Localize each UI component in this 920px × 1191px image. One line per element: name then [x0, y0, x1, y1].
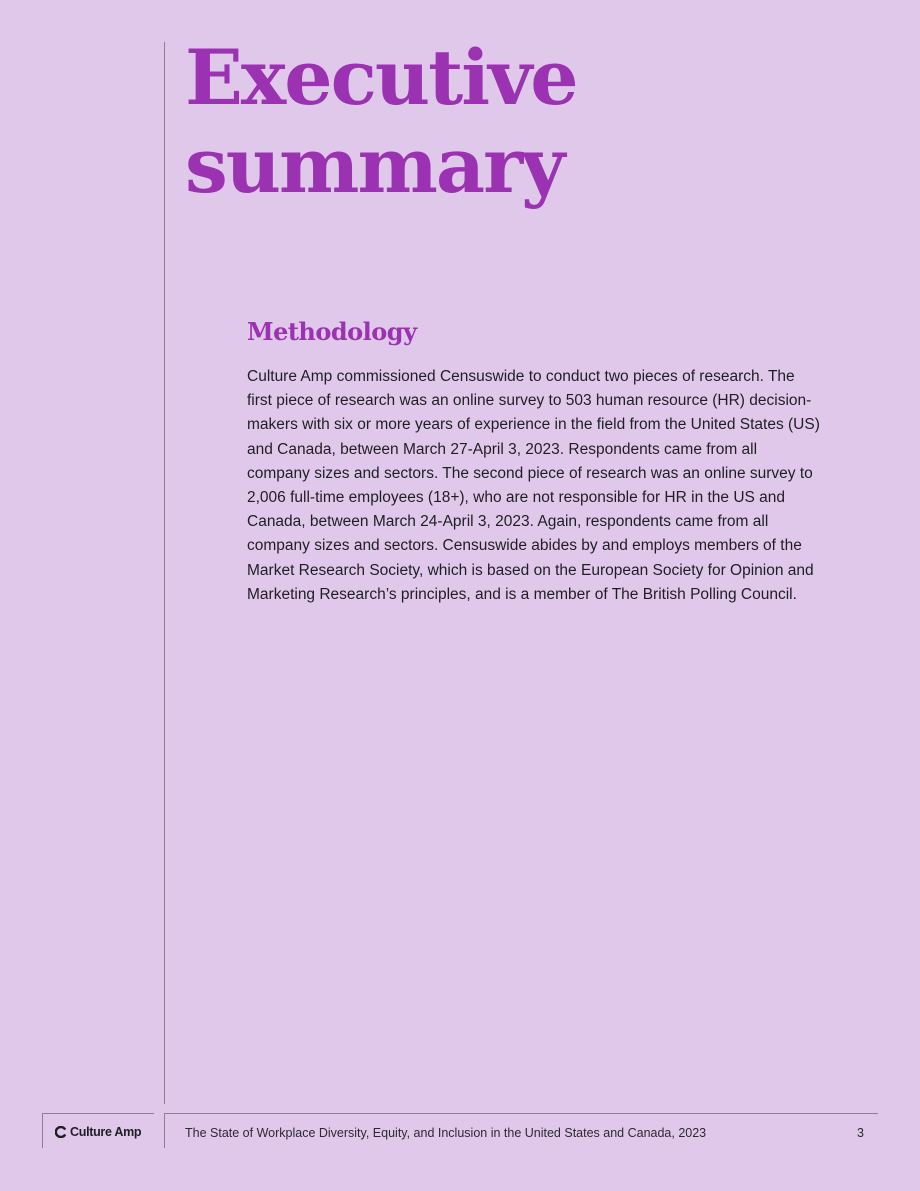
page-number: 3: [857, 1126, 864, 1140]
page-title: [185, 34, 577, 210]
page-title-line-2: summary: [185, 121, 564, 210]
footer-tick-middle: [164, 1113, 165, 1148]
footer-report-title: The State of Workplace Diversity, Equity, and Inclusion in the United States and Canada, 2023: [185, 1126, 707, 1140]
culture-amp-logo-icon: [55, 1126, 67, 1138]
footer-divider-right: [164, 1113, 878, 1114]
methodology-paragraph: Culture Amp commissioned Censuswide to conduct two pieces of research. The first piece of research was an online survey to 503 human resource (HR) decision-makers with six or more years of experience in the field from the United States (US) and Canada, between March 27-April 3, 2023. Respondents came from all company sizes and sectors. The second piece of research was an online survey to 2,006 full-time employees (18+), who are not responsible for HR in the US and Canada, between March 24-April 3, 2023. Again, respondents came from all company sizes and sectors. Censuswide abides by and employs members of the Market Research Society, which is based on the European Society for Opinion and Marketing Research’s principles, and is a member of The British Polling Council.: [247, 368, 820, 603]
vertical-divider: [164, 42, 165, 1104]
logo-text: Culture Amp: [70, 1125, 142, 1139]
culture-amp-logo: [55, 1125, 141, 1139]
section-heading-methodology: Methodology: [247, 317, 417, 346]
footer-divider-left: [42, 1113, 154, 1114]
page-title-line-1: Executive: [185, 33, 577, 122]
footer-tick-left: [42, 1113, 43, 1148]
